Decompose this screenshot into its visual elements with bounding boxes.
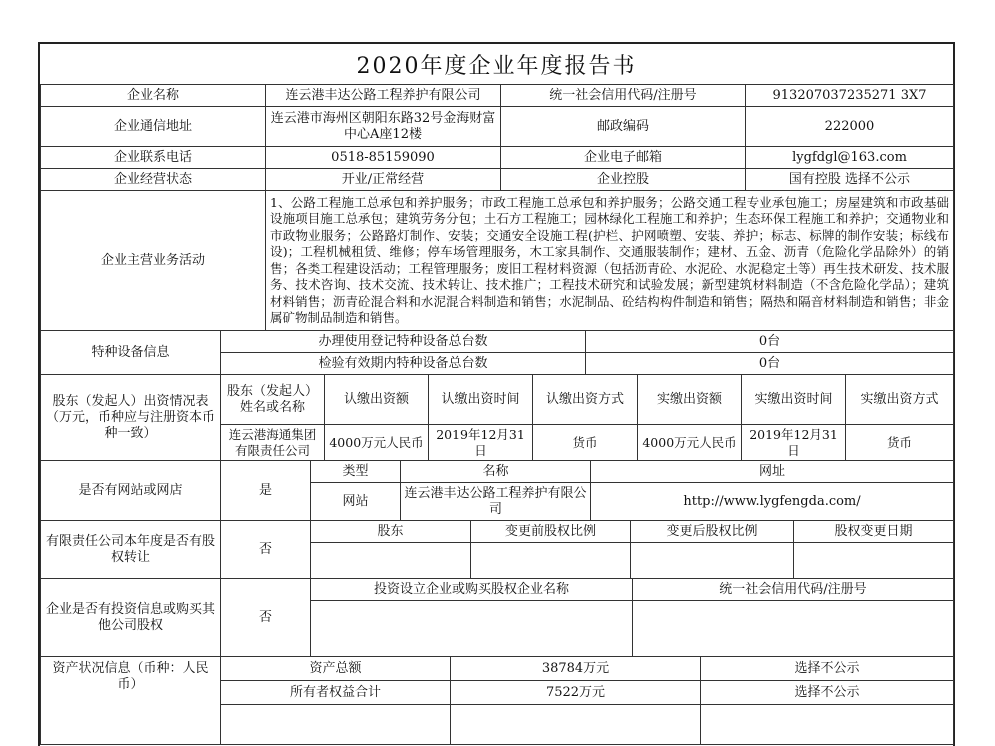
company-name-value: 连云港丰达公路工程养护有限公司	[266, 85, 501, 107]
credit-code-value: 913207037235271 3X7	[746, 85, 954, 107]
total-assets-note: 选择不公示	[701, 657, 954, 681]
empty-cell	[794, 543, 954, 579]
header-cell: 认缴出资方式	[533, 375, 638, 425]
owner-equity-note: 选择不公示	[701, 681, 954, 705]
table-row	[41, 191, 954, 331]
table-row	[41, 331, 954, 353]
postal-code-label: 邮政编码	[501, 107, 746, 147]
table-row	[41, 375, 954, 425]
table-row	[41, 461, 954, 483]
equity-transfer-flag: 否	[221, 521, 311, 579]
page-title: 2020年度企业年度报告书	[40, 44, 953, 85]
header-cell: 投资设立企业或购买股权企业名称	[311, 579, 633, 601]
owner-equity-value: 7522万元	[451, 681, 701, 705]
investment-label: 企业是否有投资信息或购买其他公司股权	[41, 579, 221, 657]
business-label: 企业主营业务活动	[41, 191, 266, 331]
email-label: 企业电子邮箱	[501, 147, 746, 169]
header-cell: 统一社会信用代码/注册号	[633, 579, 954, 601]
status-value: 开业/正常经营	[266, 169, 501, 191]
report-sheet	[38, 42, 955, 746]
table-row	[41, 169, 954, 191]
header-cell: 变更后股权比例	[631, 521, 794, 543]
phone-label: 企业联系电话	[41, 147, 266, 169]
subscribed-date: 2019年12月31日	[429, 425, 533, 461]
shareholder-table	[40, 374, 954, 461]
table-row	[41, 657, 954, 681]
paid-method: 货币	[846, 425, 954, 461]
investment-table	[40, 578, 954, 657]
equity-transfer-label: 有限责任公司本年度是否有股权转让	[41, 521, 221, 579]
table-row	[41, 85, 954, 107]
inspected-count-label: 检验有效期内特种设备总台数	[221, 353, 586, 375]
investment-flag: 否	[221, 579, 311, 657]
equity-transfer-table	[40, 520, 954, 579]
email-value: lygfdgl@163.com	[746, 147, 954, 169]
empty-cell	[451, 705, 701, 745]
empty-cell	[701, 705, 954, 745]
shareholder-label: 股东（发起人）出资情况表（万元，币种应与注册资本币种一致）	[41, 375, 221, 461]
header-cell: 实缴出资方式	[846, 375, 954, 425]
empty-cell	[311, 543, 471, 579]
business-text: 1、公路工程施工总承包和养护服务；市政工程施工总承包和养护服务；公路交通工程专业承包施工；房屋建筑和市政基础设施项目施工总承包；建筑劳务分包；土石方工程施工；园林绿化工程施工和养护；生态环保工程施工和养护；交通物业和市政物业服务；公路路灯制作、安装；交通安全设施工程(护栏、护网喷塑、安装、养护；标志、标牌的制作安装；标线布设)；工程机械租赁、维修；停车场管理服务，木工家具制作、交通服装制作；建材、五金、沥青（危险化学品除外）的销售；各类工程建设活动；工程管理服务；废旧工程材料资源（包括沥青砼、水泥砼、水泥稳定土等）再生技术研发、技术服务、技术咨询、技术交流、技术转让、技术推广；工程技术研究和试验发展；新型建筑材料制造（不含危险化学品）；建筑材料销售；沥青砼混合料和水泥混合料制造和销售；水泥制品、砼结构构件制造和销售；隔热和隔音材料制造和销售；非金属矿物制品制造和销售。	[266, 191, 954, 331]
assets-label: 资产状况信息（币种：人民币）	[41, 657, 221, 745]
subscribed-method: 货币	[533, 425, 638, 461]
header-cell: 名称	[401, 461, 591, 483]
control-value: 国有控股 选择不公示	[746, 169, 954, 191]
header-cell: 实缴出资额	[638, 375, 742, 425]
table-row	[41, 521, 954, 543]
phone-value: 0518-85159090	[266, 147, 501, 169]
empty-cell	[471, 543, 631, 579]
basic-info-table	[40, 84, 954, 331]
special-equipment-label: 特种设备信息	[41, 331, 221, 375]
header-cell: 网址	[591, 461, 954, 483]
website-type: 网站	[311, 483, 401, 521]
header-cell: 股东（发起人）姓名或名称	[221, 375, 325, 425]
header-cell: 认缴出资额	[325, 375, 429, 425]
empty-cell	[221, 705, 451, 745]
header-cell: 类型	[311, 461, 401, 483]
website-label: 是否有网站或网店	[41, 461, 221, 521]
table-row	[41, 579, 954, 601]
registered-count-value: 0台	[586, 331, 954, 353]
owner-equity-label: 所有者权益合计	[221, 681, 451, 705]
paid-date: 2019年12月31日	[742, 425, 846, 461]
table-row	[41, 147, 954, 169]
total-assets-label: 资产总额	[221, 657, 451, 681]
header-cell: 实缴出资时间	[742, 375, 846, 425]
credit-code-label: 统一社会信用代码/注册号	[501, 85, 746, 107]
special-equipment-table	[40, 330, 954, 375]
website-url[interactable]: http://www.lygfengda.com/	[591, 483, 954, 521]
address-value: 连云港市海州区朝阳东路32号金海财富中心A座12楼	[266, 107, 501, 147]
website-flag: 是	[221, 461, 311, 521]
address-label: 企业通信地址	[41, 107, 266, 147]
registered-count-label: 办理使用登记特种设备总台数	[221, 331, 586, 353]
table-row	[41, 107, 954, 147]
paid-amount: 4000万元人民币	[638, 425, 742, 461]
header-cell: 股东	[311, 521, 471, 543]
empty-cell	[311, 601, 633, 657]
subscribed-amount: 4000万元人民币	[325, 425, 429, 461]
total-assets-value: 38784万元	[451, 657, 701, 681]
company-name-label: 企业名称	[41, 85, 266, 107]
empty-cell	[633, 601, 954, 657]
header-cell: 认缴出资时间	[429, 375, 533, 425]
shareholder-name: 连云港海通集团有限责任公司	[221, 425, 325, 461]
inspected-count-value: 0台	[586, 353, 954, 375]
header-cell: 股权变更日期	[794, 521, 954, 543]
empty-cell	[631, 543, 794, 579]
assets-table	[40, 656, 954, 745]
control-label: 企业控股	[501, 169, 746, 191]
header-cell: 变更前股权比例	[471, 521, 631, 543]
website-table	[40, 460, 954, 521]
website-name: 连云港丰达公路工程养护有限公司	[401, 483, 591, 521]
status-label: 企业经营状态	[41, 169, 266, 191]
postal-code-value: 222000	[746, 107, 954, 147]
